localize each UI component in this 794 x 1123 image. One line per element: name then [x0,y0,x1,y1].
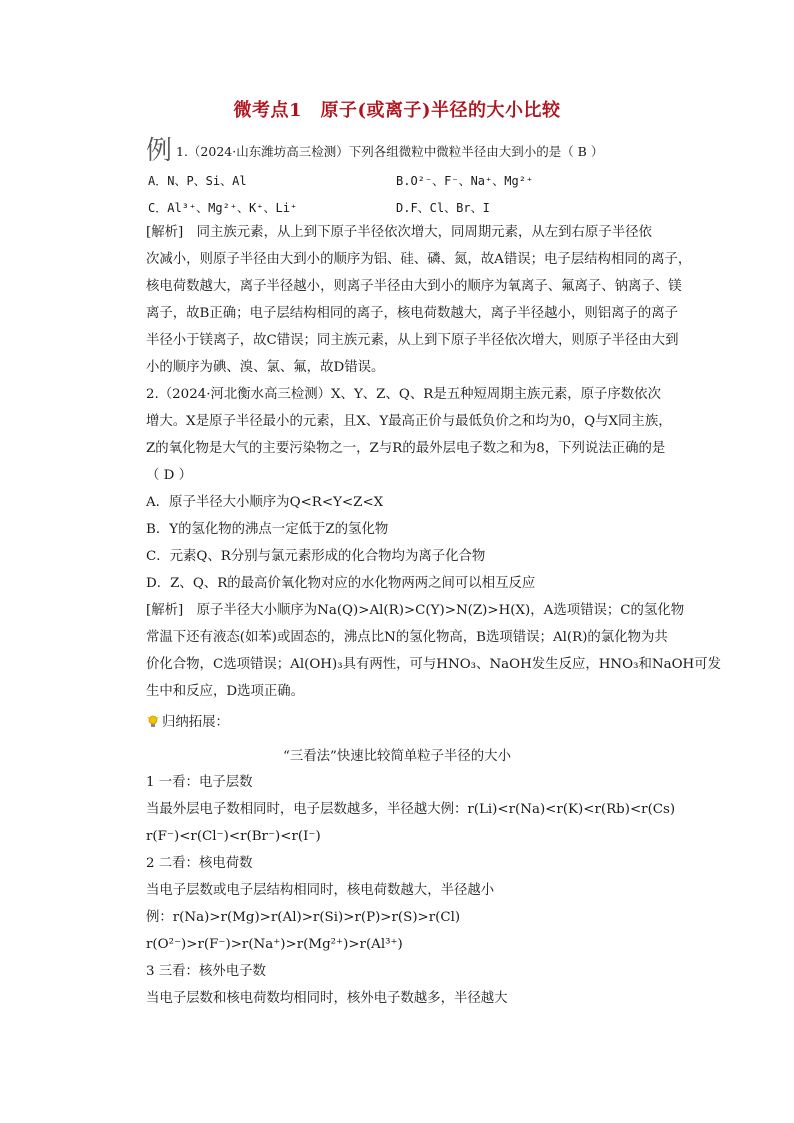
q2-option-b: B．Y的氢化物的沸点一定低于Z的氢化物 [146,522,389,537]
page-title: 微考点1 原子(或离子)半径的大小比较 [233,100,561,121]
lightbulb-icon [147,715,159,729]
question-1-stem: 1.（2024·山东潍坊高三检测）下列各组微粒中微粒半径由大到小的是（ B ） [176,144,604,159]
q2-option-a: A．原子半径大小顺序为Q<R<Y<Z<X [146,495,384,510]
q2-analysis-line: [解析] 原子半径大小顺序为Na(Q)>Al(R)>C(Y)>N(Z)>H(X)，A选项错误；C的氢化物 [146,603,685,618]
q2-stem-line: （ D ） [146,468,193,483]
q2-option-d: D．Z、Q、R的最高价氧化物对应的水化物两两之间可以相互反应 [146,576,536,591]
q1-option-d: D.F、Cl、Br、I [396,201,490,215]
summary-line: 当电子层数和核电荷数均相同时，核外电子数越多，半径越大 [146,991,508,1006]
example-mark: 例 [146,136,173,166]
q1-analysis-line: 半径小于镁离子，故C错误；同主族元素，从上到下原子半径依次增大，则原子半径由大到 [146,333,679,348]
summary-line: 1 一看：电子层数 [146,775,253,790]
q1-analysis-line: 离子，故B正确；电子层结构相同的离子，核电荷数越大，离子半径越小，则铝离子的离子 [146,306,679,321]
q2-analysis-line: 生中和反应，D选项正确。 [146,684,305,699]
summary-subtitle: “三看法”快速比较简单粒子半径的大小 [283,749,511,764]
summary-line: 3 三看：核外电子数 [146,964,266,979]
q1-option-a: A．N、P、Si、Al [148,174,247,188]
q2-analysis-line: 常温下还有液态(如苯)或固态的，沸点比N的氢化物高，B选项错误；Al(R)的氯化物为共 [146,630,668,645]
summary-line: 例：r(Na)>r(Mg)>r(Al)>r(Si)>r(P)>r(S)>r(Cl) [146,910,461,925]
summary-line: 当电子层数或电子层结构相同时，核电荷数越大，半径越小 [146,883,495,898]
summary-line: r(O²⁻)>r(F⁻)>r(Na⁺)>r(Mg²⁺)>r(Al³⁺) [146,937,403,952]
q1-analysis-line: 次减小，则原子半径由大到小的顺序为铝、硅、磷、氮，故A错误；电子层结构相同的离子， [146,252,692,267]
summary-heading: 归纳拓展： [162,715,229,730]
q1-analysis-line: 小的顺序为碘、溴、氯、氟，故D错误。 [146,360,385,375]
q2-stem-line: Z的氧化物是大气的主要污染物之一，Z与R的最外层电子数之和为8，下列说法正确的是 [146,441,666,456]
q1-option-c: C．Al³⁺、Mg²⁺、K⁺、Li⁺ [148,201,298,215]
q1-analysis-line: 核电荷数越大，离子半径越小，则离子半径由大到小的顺序为氧离子、氟离子、钠离子、镁 [146,279,682,294]
q2-analysis-line: 价化合物，C选项错误；Al(OH)₃具有两性，可与HNO₃、NaOH发生反应，HNO₃和NaOH可发 [146,657,722,672]
q2-stem-line: 2.（2024·河北衡水高三检测）X、Y、Z、Q、R是五种短周期主族元素，原子序数依次 [146,387,661,402]
q1-analysis-line: [解析] 同主族元素，从上到下原子半径依次增大，同周期元素，从左到右原子半径依 [146,225,652,240]
summary-line: r(F⁻)<r(Cl⁻)<r(Br⁻)<r(I⁻) [146,829,321,844]
summary-line: 2 二看：核电荷数 [146,856,253,871]
q2-option-c: C．元素Q、R分别与氯元素形成的化合物均为离子化合物 [146,549,486,564]
summary-line: 当最外层电子数相同时，电子层数越多，半径越大例：r(Li)<r(Na)<r(K)<r(Rb)<r(Cs) [146,802,676,817]
q2-stem-line: 增大。X是原子半径最小的元素，且X、Y最高正价与最低负价之和均为0，Q与X同主族， [146,414,672,429]
q1-option-b: B.O²⁻、F⁻、Na⁺、Mg²⁺ [396,174,534,188]
